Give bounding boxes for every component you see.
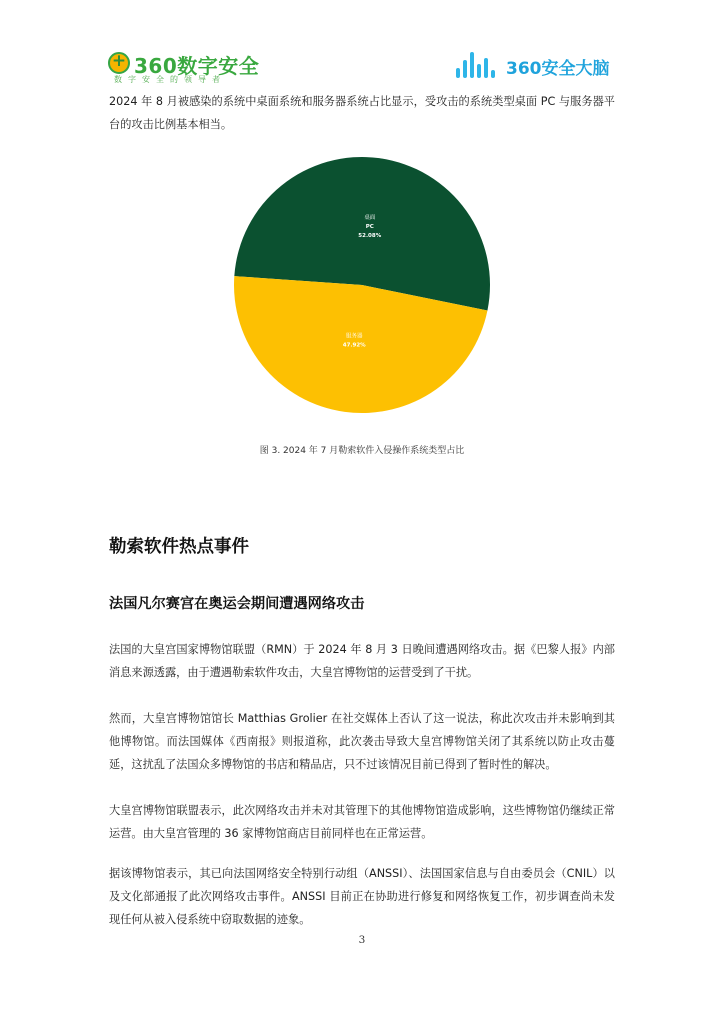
intro-paragraph: 2024 年 8 月被感染的系统中桌面系统和服务器系统占比显示，受攻击的系统类型桌面 PC 与服务器平台的攻击比例基本相当。 <box>109 95 615 131</box>
body-paragraph-4: 据该博物馆表示，其已向法国网络安全特别行动组（ANSSI）、法国国家信息与自由委员会（CNIL）以及文化部通报了此次网络攻击事件。ANSSI 目前正在协助进行修复和网络恢复工作，初步调查尚未发现任何从被入侵系统中窃取数据的迹象。 <box>109 867 615 926</box>
os-type-pie-chart <box>230 153 494 417</box>
body-paragraph-3: 大皇宫博物馆联盟表示，此次网络攻击并未对其管理下的其他博物馆造成影响，这些博物馆仍继续正常运营。由大皇宫管理的 36 家博物馆商店目前同样也在正常运营。 <box>109 804 615 840</box>
figure-caption: 图 3. 2024 年 7 月勒索软件入侵操作系统类型占比 <box>259 446 465 456</box>
slice-value-server: 47.92% <box>342 342 366 349</box>
slice-value-desktop: 52.08% <box>358 232 382 239</box>
sound-wave-icon <box>456 52 500 78</box>
slice-label-server: 服务器 <box>345 333 363 340</box>
360-security-brain-logo <box>456 50 626 80</box>
body-paragraph-2: 然而，大皇宫博物馆馆长 Matthias Grolier 在社交媒体上否认了这一说法，称此次攻击并未影响到其他博物馆。而法国媒体《西南报》则报道称，此次袭击导致大皇宫博物馆关闭了其系统以防止攻击蔓延，这扰乱了法国众多博物馆的书店和精品店，只不过该情况目前已得到了暂时性的解决。 <box>109 712 615 771</box>
left-brand-name: 360数字安全 <box>134 54 260 78</box>
page-number: 3 <box>358 934 366 946</box>
section-heading: 勒索软件热点事件 <box>109 537 249 557</box>
section-subheading: 法国凡尔赛宫在奥运会期间遭遇网络攻击 <box>109 596 365 612</box>
body-paragraph-1: 法国的大皇宫国家博物馆联盟（RMN）于 2024 年 8 月 3 日晚间遭遇网络攻击。据《巴黎人报》内部消息来源透露，由于遭遇勒索软件攻击，大皇宫博物馆的运营受到了干扰。 <box>109 643 615 679</box>
left-brand-slogan: 数字安全的领导者 <box>114 75 226 84</box>
slice-label-desktop: 桌面 <box>364 214 376 221</box>
slice-sublabel-desktop: PC <box>365 223 374 230</box>
360-digital-security-logo <box>108 50 258 86</box>
360-logo-icon <box>108 52 130 74</box>
right-brand-name: 360安全大脑 <box>506 59 610 79</box>
